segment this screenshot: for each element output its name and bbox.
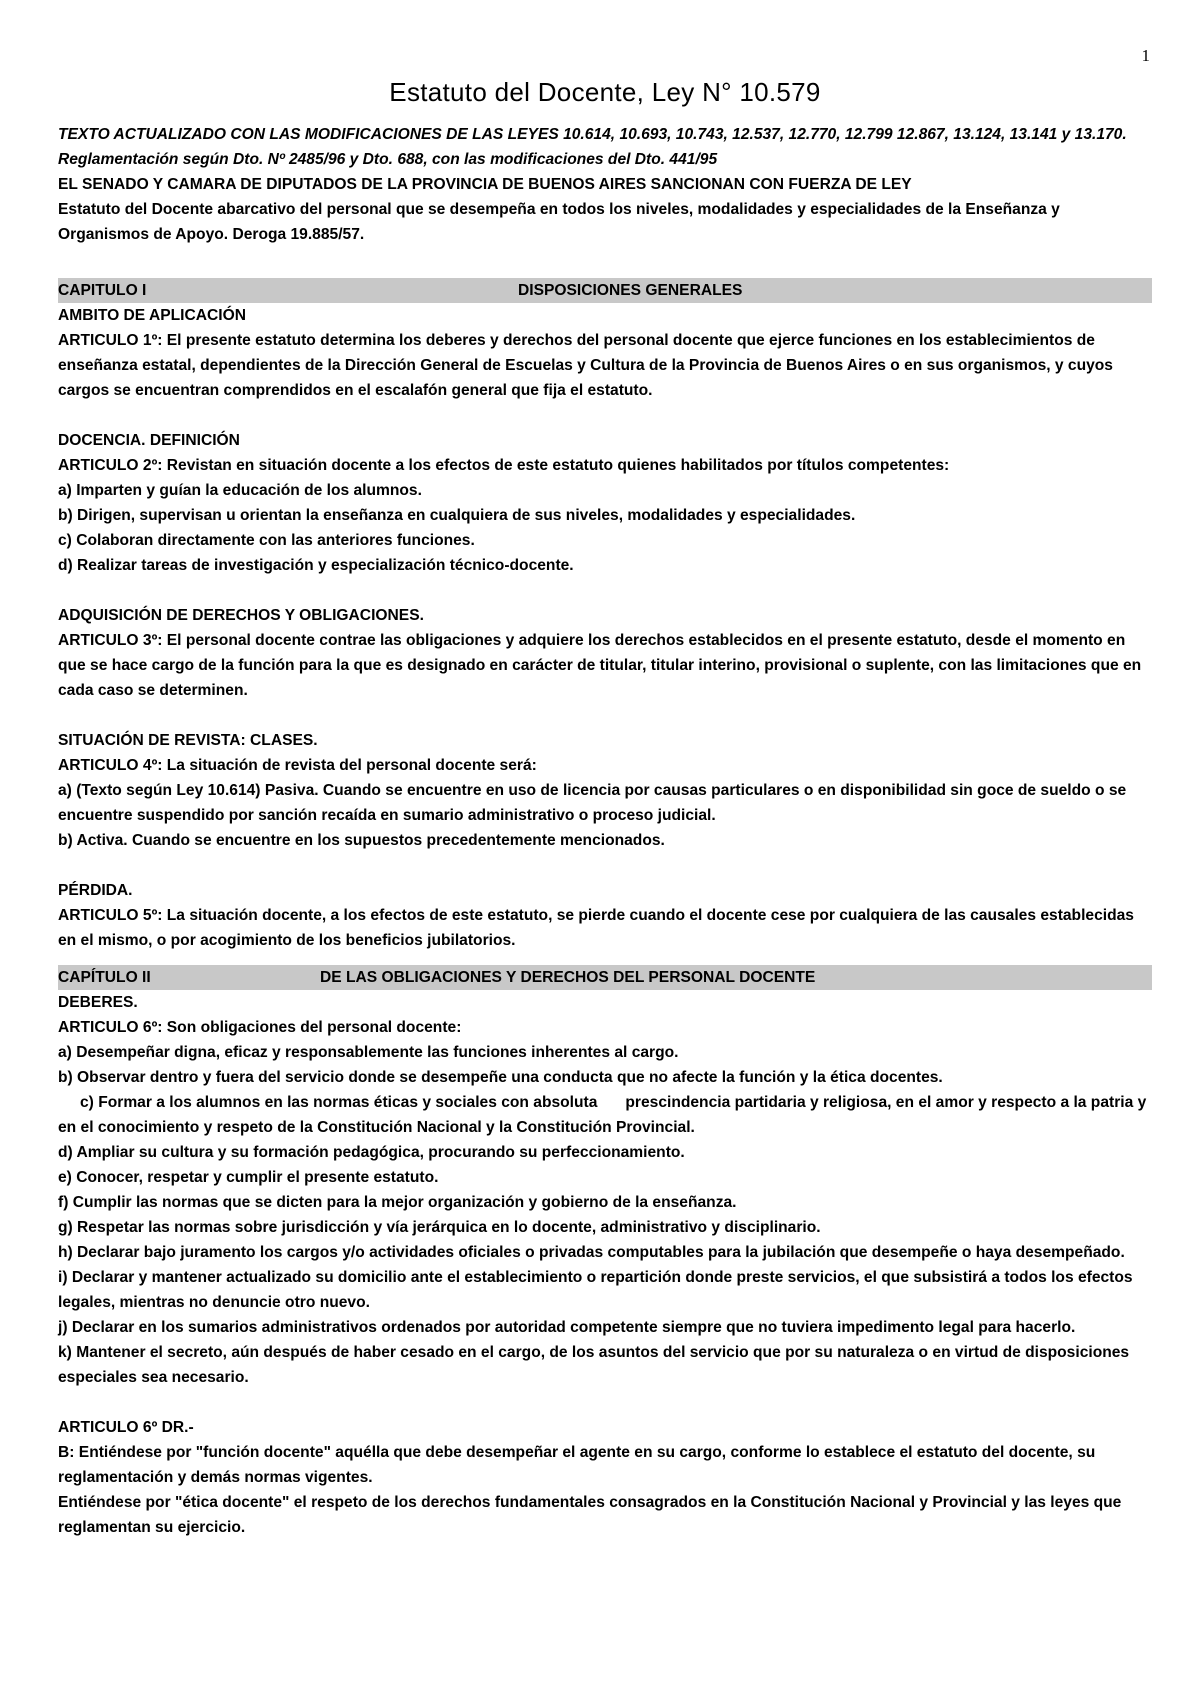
chapter-number: CAPÍTULO II xyxy=(58,969,151,986)
list-item: b) Observar dentro y fuera del servicio donde se desempeñe una conducta que no afecte la función y la ética docentes. xyxy=(58,1069,943,1086)
chapter-header-1 xyxy=(58,278,1152,303)
list-item: e) Conocer, respetar y cumplir el presente estatuto. xyxy=(58,1169,439,1186)
list-item: i) Declarar y mantener actualizado su domicilio ante el establecimiento o repartición donde preste servicios, el que subsistirá a todos los efectos legales, mientras no denuncie otro nuevo. xyxy=(58,1269,1133,1311)
document-subtitle: TEXTO ACTUALIZADO CON LAS MODIFICACIONES DE LAS LEYES 10.614, 10.693, 10.743, 12.537, 12.770, 12.799 12.867, 13.124, 13.141 y 13.170. Reglamentación según Dto. Nº 2485/96 y Dto. 688, con las modificaciones del Dto. 441/95 xyxy=(58,126,1127,168)
list-item: g) Respetar las normas sobre jurisdicción y vía jerárquica en lo docente, administrativo y disciplinario. xyxy=(58,1219,821,1236)
list-item: b) Dirigen, supervisan u orientan la enseñanza en cualquiera de sus niveles, modalidades y especialidades. xyxy=(58,507,856,524)
article-text: ARTICULO 2º: Revistan en situación docente a los efectos de este estatuto quienes habilitados por títulos competentes: xyxy=(58,457,950,474)
document-title: Estatuto del Docente, Ley N° 10.579 xyxy=(389,77,821,107)
article-text: ARTICULO 1º: El presente estatuto determina los deberes y derechos del personal docente que ejerce funciones en los establecimientos de enseñanza estatal, dependientes de la Dirección General de Escuelas y Cultura de la Provincia de Buenos Aires o en sus organismos, y cuyos cargos se encuentran comprendidos en el escalafón general que fija el estatuto. xyxy=(58,332,1113,399)
enactment-formula: EL SENADO Y CAMARA DE DIPUTADOS DE LA PROVINCIA DE BUENOS AIRES SANCIONAN CON FUERZA DE LEY xyxy=(58,176,912,193)
list-item-text: prescindencia partidaria y religiosa, en el amor y respecto a la patria y en el conocimiento y respeto de la Constitución Nacional y la Constitución Provincial. xyxy=(58,1094,1147,1136)
chapter-number: CAPITULO I xyxy=(58,282,147,299)
chapter-header-2 xyxy=(58,965,1152,990)
list-item: a) (Texto según Ley 10.614) Pasiva. Cuando se encuentre en uso de licencia por causas particulares o en disponibilidad sin goce de sueldo o se encuentre suspendido por sanción recaída en sumario administrativo o proceso judicial. xyxy=(58,782,1127,824)
article-text: ARTICULO 6º: Son obligaciones del personal docente: xyxy=(58,1019,462,1036)
section-heading: DOCENCIA. DEFINICIÓN xyxy=(58,432,240,449)
page-number: 1 xyxy=(1141,46,1150,65)
list-item-text: c) Formar a los alumnos en las normas éticas y sociales con absoluta xyxy=(80,1094,598,1111)
article-text: ARTICULO 5º: La situación docente, a los efectos de este estatuto, se pierde cuando el docente cese por cualquiera de las causales establecidas en el mismo, o por acogimiento de los beneficios jubilatorios. xyxy=(58,907,1134,949)
section-heading: SITUACIÓN DE REVISTA: CLASES. xyxy=(58,732,318,749)
list-item: d) Realizar tareas de investigación y especialización técnico-docente. xyxy=(58,557,574,574)
list-item: k) Mantener el secreto, aún después de haber cesado en el cargo, de los asuntos del servicio que por su naturaleza o en virtud de disposiciones especiales sea necesario. xyxy=(58,1344,1130,1386)
list-item: c) Colaboran directamente con las anteriores funciones. xyxy=(58,532,475,549)
list-item: b) Activa. Cuando se encuentre en los supuestos precedentemente mencionados. xyxy=(58,832,665,849)
article-text: Entiéndese por "ética docente" el respeto de los derechos fundamentales consagrados en la Constitución Nacional y Provincial y las leyes que reglamentan su ejercicio. xyxy=(58,1494,1122,1536)
section-heading: PÉRDIDA. xyxy=(58,882,133,899)
list-item: d) Ampliar su cultura y su formación pedagógica, procurando su perfeccionamiento. xyxy=(58,1144,685,1161)
section-heading: AMBITO DE APLICACIÓN xyxy=(58,307,246,324)
list-item xyxy=(58,1090,1152,1140)
list-item: h) Declarar bajo juramento los cargos y/o actividades oficiales o privadas computables para la jubilación que desempeñe o haya desempeñado. xyxy=(58,1244,1125,1261)
document-summary: Estatuto del Docente abarcativo del personal que se desempeña en todos los niveles, modalidades y especialidades de la Enseñanza y Organismos de Apoyo. Deroga 19.885/57. xyxy=(58,201,1060,243)
list-item: a) Imparten y guían la educación de los alumnos. xyxy=(58,482,422,499)
article-text: ARTICULO 3º: El personal docente contrae las obligaciones y adquiere los derechos establecidos en el presente estatuto, desde el momento en que se hace cargo de la función para la que es designado en carácter de titular, titular interino, provisional o suplente, con las limitaciones que en cada caso se determinen. xyxy=(58,632,1142,699)
section-heading: ADQUISICIÓN DE DERECHOS Y OBLIGACIONES. xyxy=(58,607,424,624)
document-page xyxy=(58,40,1152,1540)
chapter-name: DISPOSICIONES GENERALES xyxy=(518,282,743,299)
chapter-name: DE LAS OBLIGACIONES Y DERECHOS DEL PERSONAL DOCENTE xyxy=(320,969,816,986)
list-item: f) Cumplir las normas que se dicten para la mejor organización y gobierno de la enseñanza. xyxy=(58,1194,737,1211)
article-text: ARTICULO 4º: La situación de revista del personal docente será: xyxy=(58,757,537,774)
list-item: a) Desempeñar digna, eficaz y responsablemente las funciones inherentes al cargo. xyxy=(58,1044,679,1061)
article-text: B: Entiéndese por "función docente" aquélla que debe desempeñar el agente en su cargo, conforme lo establece el estatuto del docente, su reglamentación y demás normas vigentes. xyxy=(58,1444,1096,1486)
section-heading: DEBERES. xyxy=(58,994,138,1011)
list-item: j) Declarar en los sumarios administrativos ordenados por autoridad competente siempre que no tuviera impedimento legal para hacerlo. xyxy=(58,1319,1076,1336)
section-heading: ARTICULO 6º DR.- xyxy=(58,1419,194,1436)
